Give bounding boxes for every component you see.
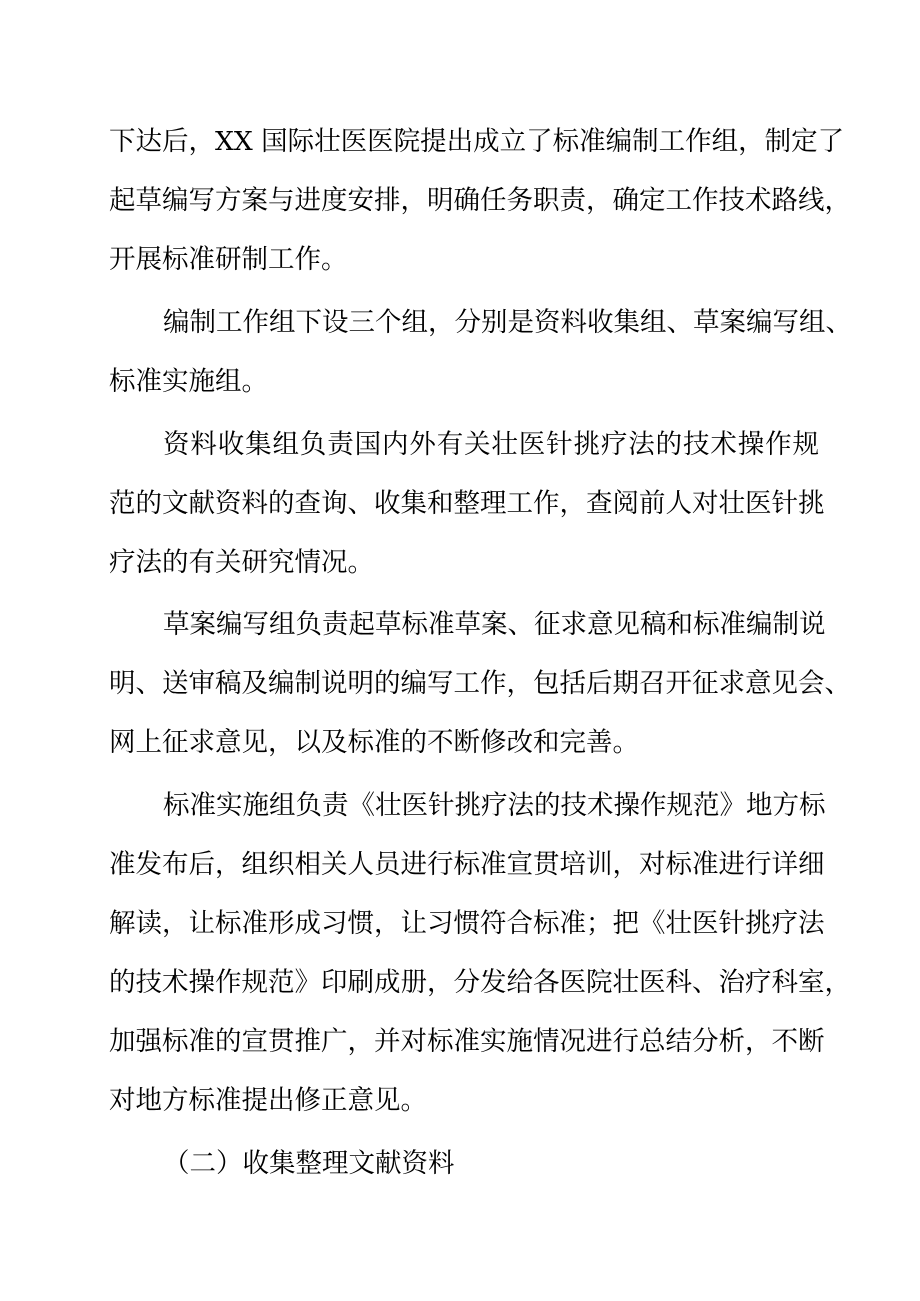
paragraph-line: 起草编写方案与进度安排，明确任务职责，确定工作技术路线， (109, 185, 851, 216)
paragraph-line: 网上征求意见，以及标准的不断修改和完善。 (109, 727, 639, 758)
paragraph-line: 开展标准研制工作。 (109, 244, 348, 275)
paragraph-line: 解读，让标准形成习惯，让习惯符合标准；把《壮医针挑疗法 (109, 908, 825, 939)
paragraph-line: 加强标准的宣贯推广，并对标准实施情况进行总结分析，不断 (109, 1026, 825, 1057)
paragraph-line: 标准实施组负责《壮医针挑疗法的技术操作规范》地方标 (163, 790, 826, 821)
paragraph-line: 准发布后，组织相关人员进行标准宣贯培训，对标准进行详细 (109, 849, 825, 880)
paragraph-line: 范的文献资料的查询、收集和整理工作，查阅前人对壮医针挑 (109, 488, 825, 519)
paragraph-line: 下达后，XX 国际壮医医院提出成立了标准编制工作组，制定了 (109, 126, 845, 157)
paragraph-line: 对地方标准提出修正意见。 (109, 1085, 427, 1116)
paragraph-line: 明、送审稿及编制说明的编写工作，包括后期召开征求意见会、 (109, 668, 851, 699)
paragraph-line: 标准实施组。 (109, 366, 268, 397)
paragraph-line: 的技术操作规范》印刷成册，分发给各医院壮医科、治疗科室， (109, 967, 851, 998)
section-heading: （二）收集整理文献资料 (163, 1148, 455, 1179)
paragraph-line: 编制工作组下设三个组，分别是资料收集组、草案编写组、 (163, 307, 852, 338)
paragraph-line: 资料收集组负责国内外有关壮医针挑疗法的技术操作规 (163, 429, 819, 460)
paragraph-line: 疗法的有关研究情况。 (109, 547, 374, 578)
paragraph-line: 草案编写组负责起草标准草案、征求意见稿和标准编制说 (163, 609, 826, 640)
